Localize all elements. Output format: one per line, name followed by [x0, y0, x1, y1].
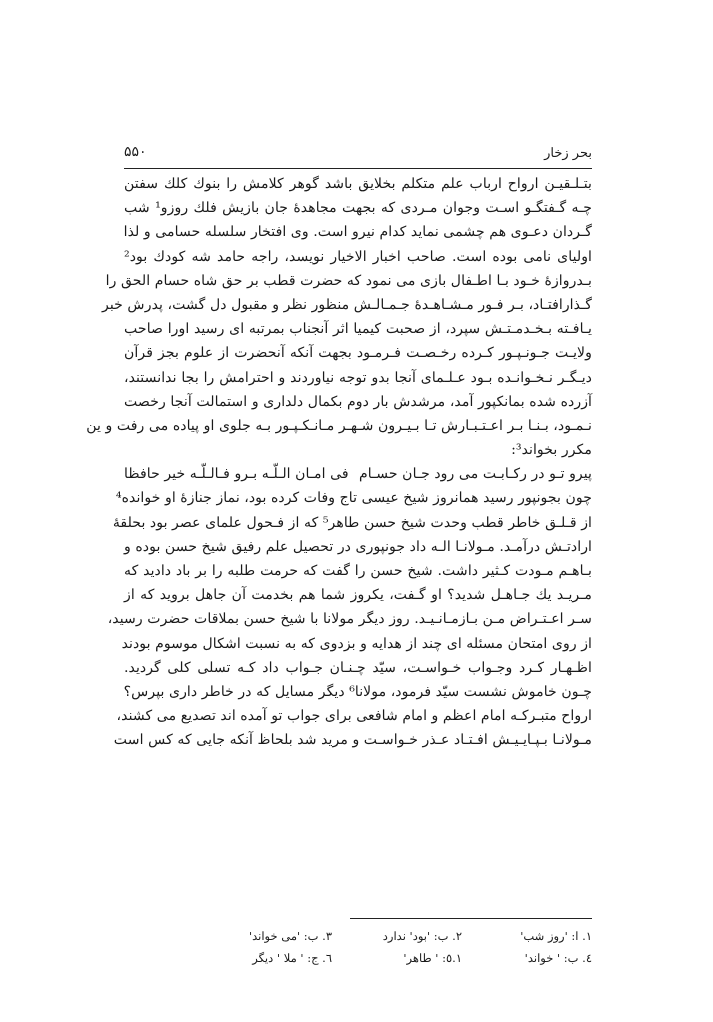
- text-line: چون بجونپور رسید همانروز شیخ عیسی تاج وفات کرده بود، نماز جنازۀ او خوانده⁴: [115, 490, 592, 507]
- text-line: آزرده شده بمانکپور آمد، مرشدش بار دوم بکمال دلداری و استمالت آنجا رخصت: [124, 393, 592, 410]
- text-line: چـه گـفتگـو اسـت وجوان مـردی که بجهت مجاهدۀ جان بازیش فلك روزو¹ شب: [124, 200, 592, 217]
- footnote: ۱.٥: ' طاهر': [403, 951, 462, 965]
- footnote-row: [200, 948, 592, 970]
- text-line: سـر اعـتـراض مـن بـازمـانـیـد. روز دیگر مولانا با شیخ حسن بملاقات حضرت رسید،: [107, 611, 592, 628]
- verse-first-hemistich: پیرو تـو در رکـابـت می رود جـان حسـام: [358, 466, 592, 483]
- text-line: اظـهـار کـرد وجـواب خـواسـت، سیّد چـنـان جـواب داد کـه تسلی کلی گردید.: [124, 659, 592, 676]
- footnote-rule: [350, 918, 592, 919]
- text-line: از قـلـق خاطر قطب وحدت شیخ حسن طاهر⁵ که از فـحول علمای عصر بود بحلقۀ: [112, 514, 592, 531]
- footnote: ٤. ب: ' خواند': [524, 951, 592, 965]
- text-line: ارادتـش درآمـد. مـولانـا الـه داد جونپوری در تحصیل علم رفیق شیخ حسن بوده و: [124, 538, 592, 555]
- text-line: دیـگـر نـخـوانـده بـود عـلـمای آنجا بدو توجه نیاوردند و احترامش را بجا ندانستند،: [124, 369, 592, 386]
- text-line: اولیای نامی بوده است. صاحب اخبار الاخیار نویسد، راجه حامد شه کودك بود²: [124, 248, 592, 265]
- text-line: بـدروازۀ خـود بـا اطـفال بازی می نمود که حضرت قطب بر حق شاه حسام الحق را: [105, 272, 592, 289]
- footnote: ۲. ب: 'بود' ندارد: [382, 929, 462, 943]
- text-line: مـولانـا بـپـایـیـش افـتـاد عـذر خـواسـت و مرید شد بلحاظ آنکه جایی که کس است: [113, 732, 592, 749]
- page-number: ۵۵۰: [124, 144, 147, 160]
- text-line: مکرر بخواند³:: [511, 442, 592, 459]
- header-rule: [124, 168, 592, 169]
- running-title: بحر زخار: [544, 146, 592, 161]
- body-text: [86, 172, 592, 753]
- text-line: نـمـود، بـنـا بـر اعـتـبـارش تـا بـیـرون شـهـر مـانـكـپـور بـه جلوی او پیاده می رفت و ین: [86, 417, 592, 434]
- footnote: ۱. ا: 'روز شب': [520, 929, 592, 943]
- verse-second-hemistich: فی امـان الـلّـه بـرو فـالـلّـه خیر حافظا: [124, 466, 349, 483]
- text-line: بتـلـقیـن ارواح ارباب علم متکلم بخلایق باشد گوهر کلامش را بنوك کلك سفتن: [124, 176, 592, 192]
- footnote: ۳. ب: 'می خواند': [248, 929, 332, 943]
- text-line: ولایـت جـونـپـور کـرده رخـصـت فـرمـود بجهت آنکه آنحضرت از علوم بجز قرآن: [124, 345, 592, 362]
- verse-couplet: [124, 462, 592, 486]
- text-line: چـون خاموش نشست سیّد فرمود، مولانا⁶ دیگر مسایل که در خاطر داری بپرس؟: [123, 683, 592, 700]
- footnotes: [200, 926, 592, 970]
- text-line: گـذارافتـاد، بـر فـور مـشـاهـدۀ جـمـالـش منظور نظر و مقبول دل گشت، پدرش خبر: [102, 296, 592, 313]
- footnote: ٦. ج: ' ملا ' دیگر: [252, 951, 332, 965]
- running-head: [124, 146, 592, 168]
- text-line: یـافـته بـخـدمـتـش سپرد، از صحبت کیمیا اثر آنجناب بمرتبه ای رسید اورا صاحب: [124, 321, 592, 338]
- text-line: از روی امتحان مسئله ای چند از هدایه و بزدوی که به نسبت اشکال موسوم بودند: [121, 635, 592, 652]
- text-line: بـاهـم مـودت کـثیر داشت. شیخ حسن را گفت که حرمت طلبه را بر باد دادید که: [124, 563, 592, 579]
- text-line: گـردان دعـوی هم چشمی نماید کدام نیرو است. وی افتخار سلسله حسامی و لذا: [123, 224, 592, 241]
- footnote-row: [200, 926, 592, 948]
- text-line: ارواح متبـرکـه امام اعظم و امام شافعی برای جواب تو آمده اند تصدیع می کشند،: [116, 708, 592, 725]
- text-line: مـریـد یك جـاهـل شدید؟ او گـفت، یکروز شما هم بخدمت آن جاهل بروید که از: [124, 587, 592, 604]
